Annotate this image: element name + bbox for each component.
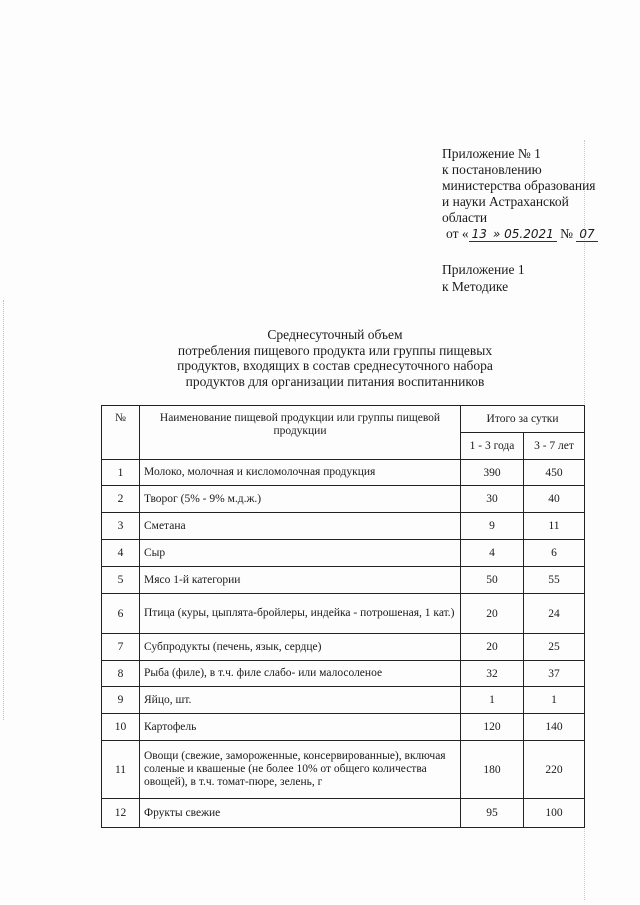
- row-name: Фрукты свежие: [140, 799, 461, 828]
- row-value-3-7: 450: [524, 460, 585, 486]
- title-line-1: Среднесуточный объем: [267, 327, 403, 342]
- date-day-handwritten: 13: [469, 228, 490, 242]
- row-value-1-3: 95: [461, 799, 524, 828]
- row-value-1-3: 20: [461, 634, 524, 661]
- row-num: 7: [102, 634, 140, 661]
- table-row: [102, 594, 585, 634]
- row-value-1-3: 30: [461, 486, 524, 513]
- row-name: Сыр: [140, 540, 461, 567]
- row-num: 6: [102, 594, 140, 634]
- row-num: 4: [102, 540, 140, 567]
- row-value-3-7: 24: [524, 594, 585, 634]
- row-value-1-3: 1: [461, 687, 524, 714]
- scan-edge-left: [3, 300, 5, 720]
- header-name: Наименование пищевой продукции или группы пищевой продукции: [140, 406, 461, 460]
- row-name: Молоко, молочная и кисломолочная продукция: [140, 460, 461, 486]
- document-title: [140, 327, 530, 389]
- table-row: [102, 799, 585, 828]
- table-row: [102, 741, 585, 799]
- row-name: Субпродукты (печень, язык, сердце): [140, 634, 461, 661]
- row-name: Мясо 1-й категории: [140, 567, 461, 594]
- row-num: 1: [102, 460, 140, 486]
- row-num: 3: [102, 513, 140, 540]
- row-num: 11: [102, 741, 140, 799]
- annex-block: [442, 261, 602, 295]
- annex-line-1: Приложение 1: [442, 262, 525, 277]
- row-num: 5: [102, 567, 140, 594]
- header-num: №: [102, 406, 140, 460]
- row-name: Рыба (филе), в т.ч. филе слабо- или малосоленое: [140, 661, 461, 687]
- row-value-1-3: 390: [461, 460, 524, 486]
- row-value-3-7: 220: [524, 741, 585, 799]
- row-value-3-7: 40: [524, 486, 585, 513]
- row-value-3-7: 140: [524, 714, 585, 741]
- row-value-3-7: 100: [524, 799, 585, 828]
- title-line-4: продуктов для организации питания воспитанников: [185, 373, 485, 389]
- table-row: [102, 540, 585, 567]
- number-value-handwritten: 07: [576, 228, 597, 242]
- row-value-1-3: 180: [461, 741, 524, 799]
- table-row: [102, 513, 585, 540]
- header-age-3-7: 3 - 7 лет: [524, 433, 585, 460]
- row-name: Сметана: [140, 513, 461, 540]
- date-month-year-handwritten: » 05.2021: [490, 228, 557, 242]
- table-row: [102, 460, 585, 486]
- row-num: 12: [102, 799, 140, 828]
- table-row: [102, 486, 585, 513]
- title-line-3: продуктов, входящих в состав среднесуточного набора: [177, 358, 493, 373]
- row-name: Яйцо, шт.: [140, 687, 461, 714]
- row-value-1-3: 4: [461, 540, 524, 567]
- row-value-3-7: 37: [524, 661, 585, 687]
- approval-line-1: Приложение № 1: [442, 146, 541, 161]
- row-value-1-3: 20: [461, 594, 524, 634]
- row-num: 2: [102, 486, 140, 513]
- row-num: 9: [102, 687, 140, 714]
- row-value-3-7: 55: [524, 567, 585, 594]
- title-line-2: потребления пищевого продукта или группы пищевых: [177, 342, 493, 358]
- table-row: [102, 661, 585, 687]
- row-value-3-7: 11: [524, 513, 585, 540]
- row-name: Птица (куры, цыплята-бройлеры, индейка - потрошеная, 1 кат.): [140, 594, 461, 634]
- row-value-1-3: 120: [461, 714, 524, 741]
- row-name: Творог (5% - 9% м.д.ж.): [140, 486, 461, 513]
- annex-line-2: к Методике: [442, 279, 509, 294]
- row-value-1-3: 50: [461, 567, 524, 594]
- approval-line-5: области: [442, 210, 488, 225]
- food-norms-table: [101, 405, 585, 828]
- table-row: [102, 634, 585, 661]
- row-value-3-7: 25: [524, 634, 585, 661]
- table-row: [102, 714, 585, 741]
- approval-date-line: [446, 226, 622, 242]
- approval-line-4: и науки Астраханской: [442, 194, 569, 209]
- row-value-3-7: 6: [524, 540, 585, 567]
- date-prefix: от «: [446, 226, 469, 241]
- number-label: №: [560, 226, 573, 241]
- row-value-1-3: 9: [461, 513, 524, 540]
- row-num: 8: [102, 661, 140, 687]
- row-num: 10: [102, 714, 140, 741]
- approval-line-2: к постановлению: [442, 162, 542, 177]
- header-total: Итого за сутки: [461, 406, 585, 433]
- table-row: [102, 687, 585, 714]
- row-name: Овощи (свежие, замороженные, консервированные), включая соленые и квашеные (не более 10% от общего количества овощей), в т.ч. томат-пюре, зелень, г: [140, 741, 461, 799]
- table-row: [102, 567, 585, 594]
- approval-line-3: министерства образования: [442, 178, 596, 193]
- row-value-1-3: 32: [461, 661, 524, 687]
- approval-block: [442, 146, 622, 242]
- header-age-1-3: 1 - 3 года: [461, 433, 524, 460]
- row-name: Картофель: [140, 714, 461, 741]
- row-value-3-7: 1: [524, 687, 585, 714]
